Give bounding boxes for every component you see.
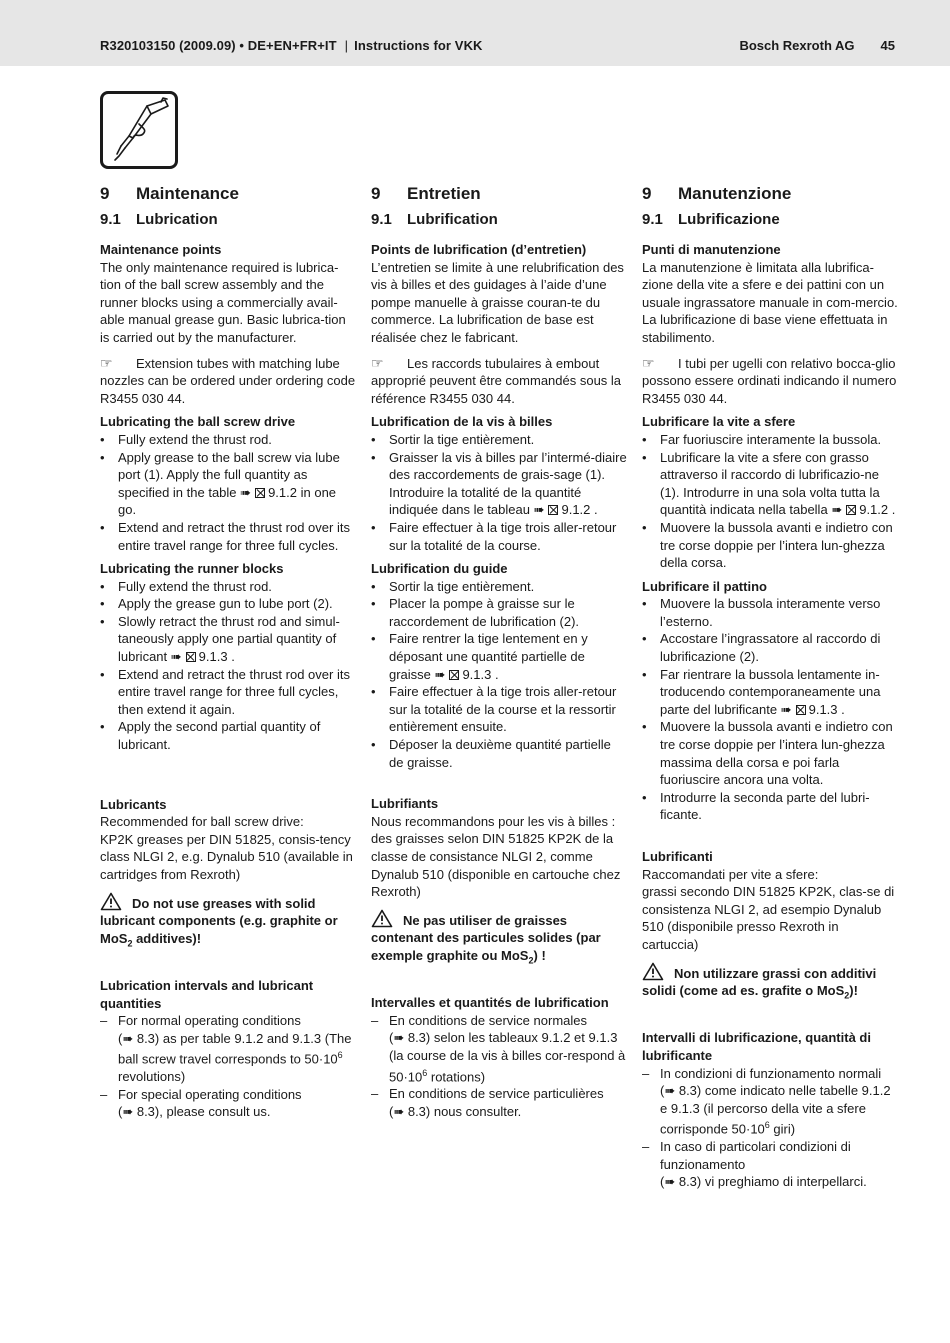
warning-note: Ne pas utiliser de graisses contenant des particules solides (par exemple graphite ou MoS$_2$) !	[371, 909, 627, 970]
note-text: ☞ Extension tubes with matching lube nozzles can be ordered under ordering code R3455 030 44.	[100, 354, 356, 406]
maintenance-points-title: Maintenance points	[100, 242, 222, 257]
page-header	[0, 0, 950, 66]
lubricants-text: Nous recommandons pour les vis à billes : des graisses selon DIN 51825 KP2K de la classe de consistance NLGI 2, comme Dynalub 510 (disponible en cartouche chez Rexroth)	[371, 813, 621, 900]
warning-icon	[100, 892, 122, 911]
runner-blocks-title: Lubricating the runner blocks	[100, 561, 284, 577]
arrow-icon: ➠	[533, 502, 545, 518]
arrow-icon: ➠	[780, 701, 792, 717]
ball-screw-steps	[371, 431, 627, 554]
runner-blocks-steps	[642, 595, 898, 824]
list-item: – En conditions de service particulières (➠ 8.3) nous consulter.	[371, 1086, 604, 1120]
runner-blocks-title: Lubrificare il pattino	[642, 578, 767, 594]
warning-icon	[371, 909, 393, 928]
maintenance-points-text: The only maintenance required is lubrica-tion of the ball screw assembly and the runner blocks using a commercially avail-able manual grease gun. Basic lubrica-tion is carried out by the manufacturer.	[100, 259, 346, 345]
section-heading: 9 Maintenance	[100, 184, 239, 203]
note-text: ☞ I tubi per ugelli con relativo bocca-glio possono essere ordinati indicando il numero R3455 030 44.	[642, 354, 897, 406]
maintenance-points-title: Punti di manutenzione	[642, 242, 781, 257]
maintenance-points-text: La manutenzione è limitata alla lubrifica-zione della vite a sfere e dei pattini con un usuale ingrassatore manuale in com-mercio. La lubrificazione di base viene effettuata in stabilimento.	[642, 259, 898, 345]
subsection-heading: 9.1 Lubrificazione	[642, 211, 780, 228]
list-item: • Muovere la bussola interamente verso l’esterno.	[642, 596, 881, 629]
header-separator: |	[344, 38, 349, 53]
section-heading: 9 Manutenzione	[642, 184, 792, 203]
list-item: • Apply the second partial quantity of lubricant.	[100, 719, 321, 753]
runner-blocks-steps	[371, 578, 627, 772]
header-right	[739, 38, 895, 53]
ball-screw-title: Lubrification de la vis à billes	[371, 414, 553, 430]
list-item: • Slowly retract the thrust rod and simul-taneously apply one partial quantity of lubricant ➠ 9.1.3 .	[100, 613, 340, 665]
warning-icon	[642, 962, 664, 981]
grease-gun-icon	[100, 91, 178, 169]
warning-note: Do not use greases with solid lubricant components (e.g. graphite or MoS$_2$ additives)!	[100, 892, 356, 953]
list-item: • Extend and retract the thrust rod over its entire travel range for three full cycles.	[100, 519, 350, 553]
header-left	[100, 38, 483, 53]
intervals-title: Intervalles et quantités de lubrification	[371, 995, 609, 1011]
column-italian	[642, 184, 898, 1191]
intervals-list	[100, 1012, 356, 1121]
list-item: • Accostare l’ingrassatore al raccordo di lubrificazione (2).	[642, 631, 881, 665]
intervals-title: Lubrication intervals and lubricant quantities	[100, 977, 314, 1011]
arrow-icon: ➠	[434, 666, 446, 682]
list-item: – For normal operating conditions (➠ 8.3) as per table 9.1.2 and 9.1.3 (The ball screw travel corresponds to $50\cdot 10^6$ revolutions)	[100, 1013, 352, 1085]
lubricants-text: Recommended for ball screw drive: KP2K greases per DIN 51825, consis-tency class NLGI 2, e.g. Dynalub 510 (available in cartridges from Rexroth)	[100, 814, 353, 882]
list-item: • Far fuoriuscire interamente la bussola.	[642, 431, 882, 447]
warning-note: Non utilizzare grassi con additivi solidi (come ad es. grafite o MoS$_2$)!	[642, 962, 898, 1006]
list-item: • Introdurre la seconda parte del lubri-ficante.	[642, 789, 870, 823]
table-ref-icon	[846, 505, 856, 515]
list-item: • Lubrificare la vite a sfere con grasso attraverso il raccordo di lubrificazio-ne (1). Introdurre in una sola volta tutta la quantità indicata nella tabella ➠ 9.1.2 .	[642, 449, 896, 518]
list-item: • Apply the grease gun to lube port (2).	[100, 596, 333, 612]
list-item: – In caso di particolari condizioni di funzionamento (➠ 8.3) vi preghiamo di interpellarci.	[642, 1139, 867, 1190]
list-item: • Fully extend the thrust rod.	[100, 431, 272, 447]
list-item: • Placer la pompe à graisse sur le raccordement de lubrification (2).	[371, 596, 580, 629]
doc-code: R320103150 (2009.09) • DE+EN+FR+IT	[100, 38, 337, 53]
list-item: • Fully extend the thrust rod.	[100, 578, 272, 594]
arrow-icon: ➠	[831, 502, 843, 518]
intervals-list	[642, 1065, 898, 1191]
ball-screw-title: Lubricating the ball screw drive	[100, 414, 296, 430]
list-item: – In condizioni di funzionamento normali (➠ 8.3) come indicato nelle tabelle 9.1.2 e 9.1.3 (il percorso della vite a sfere corrisponde $50\cdot 10^6$ giri)	[642, 1065, 891, 1137]
lubricants-text: Raccomandati per vite a sfere: grassi secondo DIN 51825 KP2K, clas-se di consistenza NLGI 2, ad esempio Dynalub 510 (disponibile presso Rexroth in cartuccia)	[642, 866, 895, 952]
list-item: • Faire rentrer la tige lentement en y déposant une quantité partielle de graisse ➠ 9.1.3 .	[371, 631, 588, 682]
table-ref-icon	[449, 670, 459, 680]
company-name: Bosch Rexroth AG	[739, 38, 855, 53]
maintenance-points-title: Points de lubrification (d’entretien)	[371, 242, 587, 257]
lubricants-title: Lubrificanti	[642, 849, 713, 864]
list-item: • Muovere la bussola avanti e indietro con tre corse doppie per l’intera lun-ghezza della corsa.	[642, 519, 893, 571]
lubricants-title: Lubricants	[100, 796, 167, 812]
ball-screw-title: Lubrificare la vite a sfere	[642, 414, 796, 430]
list-item: • Muovere la bussola avanti e indietro con tre corse doppie per l’intera lun-ghezza massima della corsa e poi farla fuoriuscire ancora una volta.	[642, 719, 893, 788]
ball-screw-steps	[100, 431, 356, 554]
list-item: • Graisser la vis à billes par l’intermé-diaire des raccordements de grais-sage (1). Introduire la totalité de la quantité indiquée dans le tableau ➠ 9.1.2 .	[371, 449, 627, 518]
intervals-list	[371, 1012, 627, 1121]
table-ref-icon	[255, 488, 265, 498]
page-number: 45	[880, 38, 895, 53]
runner-blocks-title: Lubrification du guide	[371, 561, 508, 577]
intervals-title: Intervalli di lubrificazione, quantità di lubrificante	[642, 1030, 871, 1063]
list-item: • Faire effectuer à la tige trois aller-retour sur la totalité de la course et la ressortir entièrement ensuite.	[371, 684, 617, 735]
list-item: • Apply grease to the ball screw via lube port (1). Apply the full quantity as specified in the table ➠ 9.1.2 in one go.	[100, 449, 340, 518]
lubricants-title: Lubrifiants	[371, 796, 439, 812]
pointing-hand-icon: ☞	[371, 354, 384, 371]
list-item: – En conditions de service normales (➠ 8.3) selon les tableaux 9.1.2 et 9.1.3 (la course de la vis à billes cor-respond à $50\cdot 10^6$ rotations)	[371, 1012, 626, 1084]
list-item: – For special operating conditions (➠ 8.3), please consult us.	[100, 1086, 302, 1120]
section-heading: 9 Entretien	[371, 184, 481, 203]
column-french	[371, 184, 627, 1121]
table-ref-icon	[548, 505, 558, 515]
ball-screw-steps	[642, 431, 898, 572]
runner-blocks-steps	[100, 578, 356, 754]
maintenance-points-text: L’entretien se limite à une relubrification des vis à billes et des guidages à l’aide d’une pompe manuelle à graisse couran-te du commerce. La lubrification de base est réalisée chez le fabricant.	[371, 259, 624, 345]
list-item: • Far rientrare la bussola lentamente in-troducendo contemporaneamente una parte del lubrificante ➠ 9.1.3 .	[642, 666, 881, 717]
list-item: • Déposer la deuxième quantité partielle de graisse.	[371, 737, 611, 770]
note-text: ☞ Les raccords tubulaires à embout approprié peuvent être commandés sous la référence R3455 030 44.	[371, 354, 622, 406]
table-ref-icon	[796, 705, 806, 715]
column-english	[100, 184, 356, 1121]
subsection-heading: 9.1 Lubrication	[100, 211, 218, 228]
table-ref-icon	[186, 652, 196, 662]
pointing-hand-icon: ☞	[642, 354, 655, 371]
arrow-icon: ➠	[170, 649, 182, 665]
list-item: • Sortir la tige entièrement.	[371, 578, 535, 594]
arrow-icon: ➠	[240, 484, 252, 500]
list-item: • Faire effectuer à la tige trois aller-retour sur la totalité de la course.	[371, 519, 617, 553]
subsection-heading: 9.1 Lubrification	[371, 211, 498, 228]
list-item: • Sortir la tige entièrement.	[371, 431, 535, 447]
doc-title: Instructions for VKK	[354, 38, 483, 53]
list-item: • Extend and retract the thrust rod over its entire travel range for three full cycles, then extend it again.	[100, 666, 350, 717]
pointing-hand-icon: ☞	[100, 354, 113, 371]
